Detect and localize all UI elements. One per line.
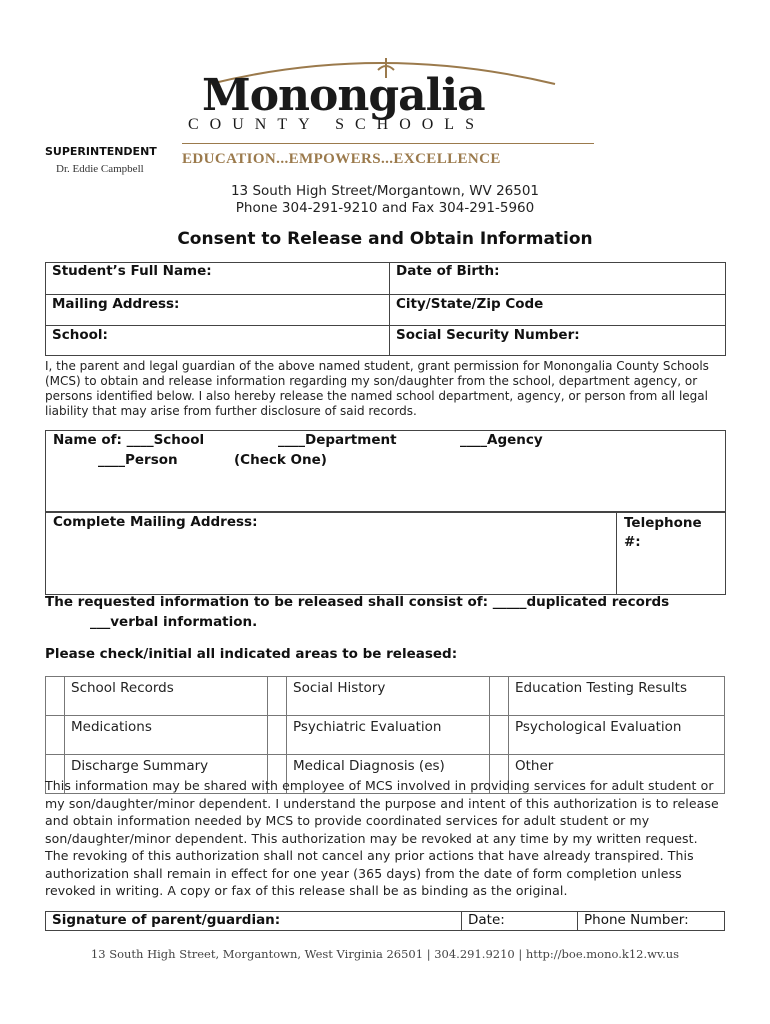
- name-of-box[interactable]: [45, 430, 726, 513]
- logo-tagline: EDUCATION...EMPOWERS...EXCELLENCE: [182, 151, 501, 167]
- complete-mailing-label: Complete Mailing Address:: [53, 514, 258, 530]
- date-label: Date:: [468, 912, 505, 928]
- area-social-history: Social History: [287, 677, 490, 716]
- student-name-label: Student’s Full Name:: [52, 263, 212, 279]
- requested-line-1: The requested information to be released shall consist of: _____duplicated records: [45, 594, 670, 610]
- checkbox-medications[interactable]: [46, 716, 65, 755]
- footer-address: 13 South High Street, Morgantown, West Virginia 26501 | 304.291.9210 | http://boe.mono.k12.wv.us: [90, 947, 680, 961]
- telephone-label: Telephone #:: [624, 515, 702, 550]
- address-line-1: 13 South High Street/Morgantown, WV 26501: [230, 183, 540, 199]
- superintendent-name: Dr. Eddie Campbell: [56, 163, 144, 175]
- school-field[interactable]: [46, 326, 390, 356]
- district-logo: [180, 48, 600, 172]
- logo-sub-text: COUNTY SCHOOLS: [188, 116, 485, 133]
- address-line-2: Phone 304-291-9210 and Fax 304-291-5960: [235, 200, 535, 216]
- checkbox-social-history[interactable]: [268, 677, 287, 716]
- mailing-address-field[interactable]: [46, 295, 390, 326]
- area-education-testing: Education Testing Results: [509, 677, 725, 716]
- student-info-table: [45, 262, 726, 356]
- area-school-records: School Records: [65, 677, 268, 716]
- check-one-note: (Check One): [234, 452, 327, 468]
- department-option: ____Department: [278, 432, 397, 448]
- area-medical-diagnosis: Medical Diagnosis (es): [287, 755, 490, 794]
- student-name-field[interactable]: [46, 263, 390, 295]
- agency-option: ____Agency: [460, 432, 543, 448]
- area-other: Other: [509, 755, 725, 794]
- dob-label: Date of Birth:: [396, 263, 500, 279]
- school-label: School:: [52, 327, 108, 343]
- telephone-box[interactable]: [616, 511, 726, 595]
- checkbox-psychological[interactable]: [490, 716, 509, 755]
- person-option: ____Person: [98, 452, 178, 468]
- area-discharge: Discharge Summary: [65, 755, 268, 794]
- phone-field[interactable]: [578, 912, 725, 931]
- ssn-label: Social Security Number:: [396, 327, 580, 343]
- requested-line-2: ___verbal information.: [90, 614, 258, 630]
- date-field[interactable]: [462, 912, 578, 931]
- name-of-label: Name of: ____School: [53, 432, 205, 448]
- mailing-address-label: Mailing Address:: [52, 296, 180, 312]
- consent-paragraph: I, the parent and legal guardian of the above named student, grant permission for Monongalia County Schools (MCS) to obtain and release information regarding my son/daughter from the school, department agency, or persons identified below. I also hereby release the named school department, agency, or person from all legal liability that may arise from further disclosure of said records.: [45, 359, 709, 418]
- form-title: Consent to Release and Obtain Information: [177, 229, 593, 249]
- signature-label: Signature of parent/guardian:: [52, 912, 281, 928]
- checkbox-education-testing[interactable]: [490, 677, 509, 716]
- areas-heading: Please check/initial all indicated areas to be released:: [45, 646, 458, 662]
- signature-field[interactable]: [46, 912, 462, 931]
- checkbox-school-records[interactable]: [46, 677, 65, 716]
- checkbox-psychiatric[interactable]: [268, 716, 287, 755]
- phone-label: Phone Number:: [584, 912, 689, 928]
- mailing-address-box[interactable]: [45, 511, 617, 595]
- dob-field[interactable]: [390, 263, 726, 295]
- city-state-zip-label: City/State/Zip Code: [396, 296, 544, 312]
- area-psychiatric: Psychiatric Evaluation: [287, 716, 490, 755]
- logo-divider: [182, 143, 594, 144]
- superintendent-label: SUPERINTENDENT: [45, 145, 157, 158]
- authorization-paragraph: This information may be shared with employee of MCS involved in providing services for adult student or my son/daughter/minor dependent. I understand the purpose and intent of this authorization is to release and obtain information needed by MCS to provide coordinated services for adult student or my son/daughter/minor dependent. This authorization may be revoked at any time by my written request. The revoking of this authorization shall not cancel any prior actions that have already transpired. This authorization shall remain in effect for one year (365 days) from the date of form completion unless revoked in writing. A copy or fax of this release shall be as binding as the original.: [45, 778, 719, 898]
- area-psychological: Psychological Evaluation: [509, 716, 725, 755]
- area-medications: Medications: [65, 716, 268, 755]
- logo-main-text: Monongalia: [202, 70, 485, 121]
- signature-table: [45, 911, 725, 931]
- city-state-zip-field[interactable]: [390, 295, 726, 326]
- ssn-field[interactable]: [390, 326, 726, 356]
